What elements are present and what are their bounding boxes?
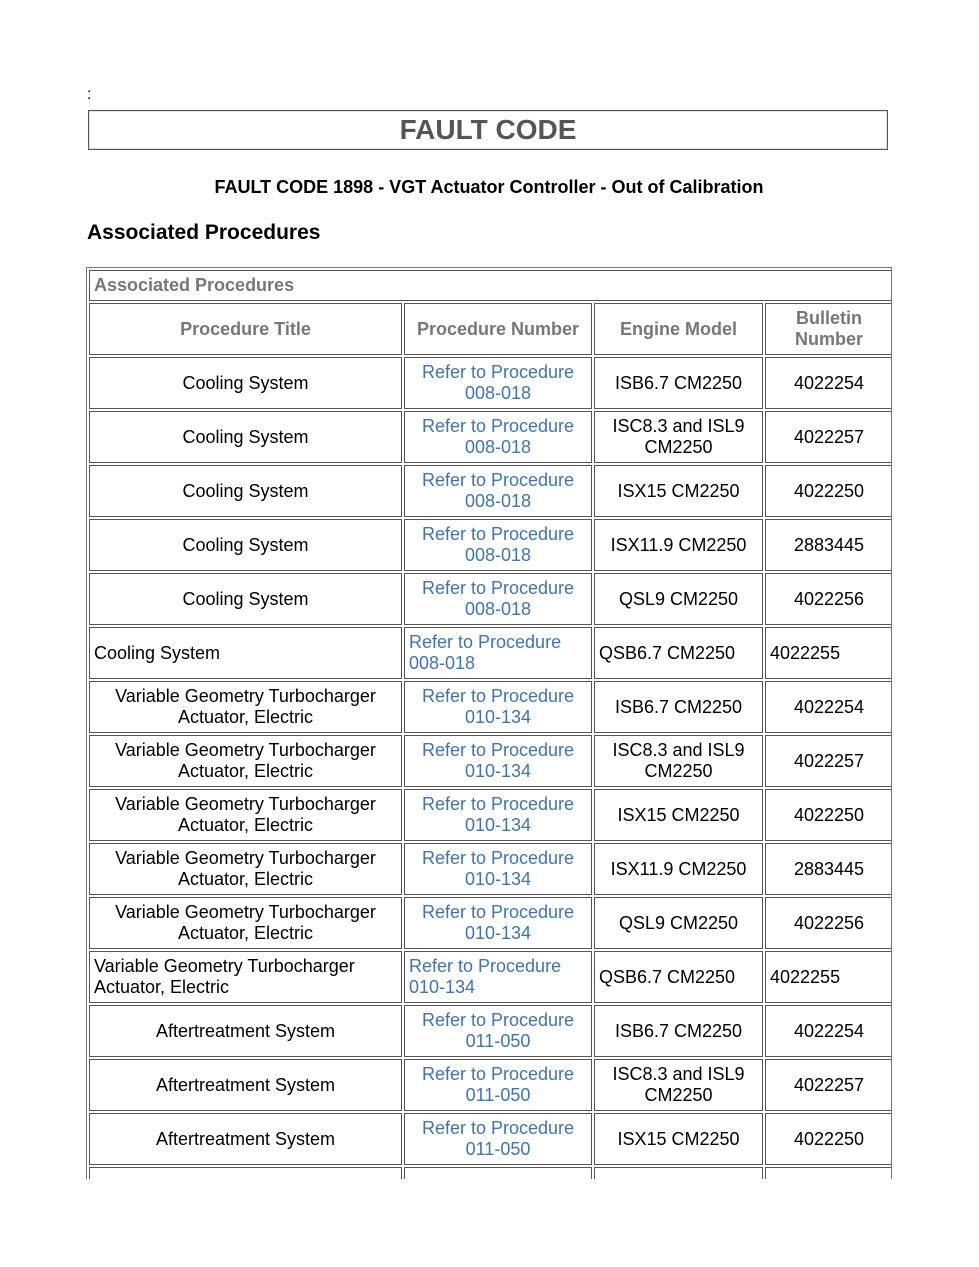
cell-procedure-title: Aftertreatment System — [89, 1059, 402, 1111]
cell-engine-model: QSL9 CM2250 — [594, 573, 763, 625]
procedure-link[interactable]: Refer to Procedure 010-134 — [421, 848, 575, 889]
cell-procedure-number — [404, 357, 592, 409]
procedure-link[interactable]: Refer to Procedure 011-050 — [421, 1064, 575, 1105]
cell-procedure-title: Variable Geometry Turbocharger Actuator, Electric — [89, 735, 402, 787]
procedure-link[interactable]: Refer to Procedure 011-050 — [421, 1010, 575, 1051]
cell-bulletin-number: 4022254 — [765, 357, 892, 409]
cell-engine-model: ISX11.9 CM2250 — [594, 519, 763, 571]
cell-procedure-number — [404, 897, 592, 949]
procedure-link[interactable]: Refer to Procedure 008-018 — [421, 362, 575, 403]
cell-procedure-title: Cooling System — [89, 519, 402, 571]
cell-procedure-number — [404, 1005, 592, 1057]
cell-bulletin-number: 2883445 — [765, 519, 892, 571]
cell-procedure-number — [404, 735, 592, 787]
procedure-link[interactable]: Refer to Procedure 011-050 — [421, 1118, 575, 1159]
table-caption: Associated Procedures — [89, 270, 892, 301]
cell-engine-model: QSL9 CM2250 — [594, 897, 763, 949]
cell-bulletin-number: 4022250 — [765, 1113, 892, 1165]
cell-procedure-number — [404, 951, 592, 1003]
cell-engine-model: ISB6.7 CM2250 — [594, 1005, 763, 1057]
cell-procedure-title: Variable Geometry Turbocharger Actuator, Electric — [89, 681, 402, 733]
cell-bulletin-number: 4022255 — [765, 627, 892, 679]
procedure-link[interactable]: Refer to Procedure 008-018 — [421, 578, 575, 619]
cell-bulletin-number: 4022255 — [765, 951, 892, 1003]
procedure-link[interactable]: Refer to Procedure 010-134 — [421, 794, 575, 835]
cell-procedure-title: Cooling System — [89, 573, 402, 625]
cell-procedure-title: Aftertreatment System — [89, 1005, 402, 1057]
cell-procedure-title: Cooling System — [89, 357, 402, 409]
procedure-link[interactable]: Refer to Procedure 010-134 — [421, 740, 575, 781]
cell-procedure-number — [404, 465, 592, 517]
cell-procedure-title: Variable Geometry Turbocharger Actuator, Electric — [89, 843, 402, 895]
cell-procedure-number — [404, 1113, 592, 1165]
cell-engine-model: ISB6.7 CM2250 — [594, 681, 763, 733]
cell-empty — [404, 1167, 592, 1179]
cell-procedure-number — [404, 843, 592, 895]
fault-code-subtitle: FAULT CODE 1898 - VGT Actuator Controller - Out of Calibration — [214, 177, 764, 197]
cell-engine-model: ISC8.3 and ISL9 CM2250 — [594, 411, 763, 463]
table-row — [89, 843, 892, 895]
procedures-table — [87, 268, 892, 1179]
cell-bulletin-number: 4022257 — [765, 735, 892, 787]
cell-procedure-title: Variable Geometry Turbocharger Actuator, Electric — [89, 897, 402, 949]
cell-engine-model: ISC8.3 and ISL9 CM2250 — [594, 735, 763, 787]
table-row — [89, 357, 892, 409]
cell-procedure-number — [404, 411, 592, 463]
cell-procedure-title: Variable Geometry Turbocharger Actuator, Electric — [89, 789, 402, 841]
cell-procedure-title: Cooling System — [89, 465, 402, 517]
cell-engine-model: ISB6.7 CM2250 — [594, 357, 763, 409]
page-title — [88, 110, 888, 150]
cell-engine-model: ISX15 CM2250 — [594, 465, 763, 517]
table-row — [89, 519, 892, 571]
cell-engine-model: QSB6.7 CM2250 — [594, 951, 763, 1003]
procedure-link[interactable]: Refer to Procedure 008-018 — [421, 524, 575, 565]
cell-bulletin-number: 4022256 — [765, 573, 892, 625]
section-heading: Associated Procedures — [87, 221, 321, 244]
cell-procedure-number — [404, 681, 592, 733]
cell-engine-model: ISX15 CM2250 — [594, 1113, 763, 1165]
procedure-link[interactable]: Refer to Procedure 010-134 — [409, 956, 562, 997]
cell-procedure-number — [404, 1059, 592, 1111]
table-row — [89, 465, 892, 517]
cell-procedure-number — [404, 789, 592, 841]
cell-bulletin-number: 4022257 — [765, 411, 892, 463]
cell-bulletin-number: 4022254 — [765, 681, 892, 733]
header-engine-model: Engine Model — [594, 303, 763, 355]
header-procedure-title: Procedure Title — [89, 303, 402, 355]
cell-procedure-title: Variable Geometry Turbocharger Actuator, Electric — [89, 951, 402, 1003]
header-procedure-number: Procedure Number — [404, 303, 592, 355]
procedures-table-container — [86, 267, 892, 1179]
cell-engine-model: ISC8.3 and ISL9 CM2250 — [594, 1059, 763, 1111]
cell-procedure-number — [404, 627, 592, 679]
table-row — [89, 411, 892, 463]
procedure-link[interactable]: Refer to Procedure 010-134 — [421, 686, 575, 727]
cell-bulletin-number: 4022250 — [765, 789, 892, 841]
cell-bulletin-number: 4022257 — [765, 1059, 892, 1111]
cell-procedure-number — [404, 519, 592, 571]
cell-procedure-number — [404, 573, 592, 625]
cell-bulletin-number: 2883445 — [765, 843, 892, 895]
header-bulletin-number: Bulletin Number — [765, 303, 892, 355]
leading-colon: : — [87, 86, 92, 103]
procedure-link[interactable]: Refer to Procedure 010-134 — [421, 902, 575, 943]
table-row — [89, 573, 892, 625]
page-title-text: FAULT CODE — [399, 114, 577, 145]
table-row — [89, 1005, 892, 1057]
procedure-link[interactable]: Refer to Procedure 008-018 — [421, 416, 575, 457]
cell-procedure-title: Cooling System — [89, 627, 402, 679]
cell-bulletin-number: 4022254 — [765, 1005, 892, 1057]
table-row — [89, 951, 892, 1003]
procedure-link[interactable]: Refer to Procedure 008-018 — [409, 632, 562, 673]
cell-engine-model: ISX15 CM2250 — [594, 789, 763, 841]
table-row — [89, 735, 892, 787]
cell-engine-model: ISX11.9 CM2250 — [594, 843, 763, 895]
table-body — [89, 357, 892, 1179]
cell-procedure-title: Aftertreatment System — [89, 1113, 402, 1165]
table-row — [89, 1113, 892, 1165]
cell-empty — [89, 1167, 402, 1179]
cell-engine-model: QSB6.7 CM2250 — [594, 627, 763, 679]
table-row — [89, 681, 892, 733]
table-row-cutoff — [89, 1167, 892, 1179]
cell-empty — [594, 1167, 763, 1179]
procedure-link[interactable]: Refer to Procedure 008-018 — [421, 470, 575, 511]
table-row — [89, 897, 892, 949]
table-row — [89, 627, 892, 679]
cell-empty — [765, 1167, 892, 1179]
cell-bulletin-number: 4022250 — [765, 465, 892, 517]
cell-bulletin-number: 4022256 — [765, 897, 892, 949]
table-row — [89, 789, 892, 841]
table-row — [89, 1059, 892, 1111]
cell-procedure-title: Cooling System — [89, 411, 402, 463]
